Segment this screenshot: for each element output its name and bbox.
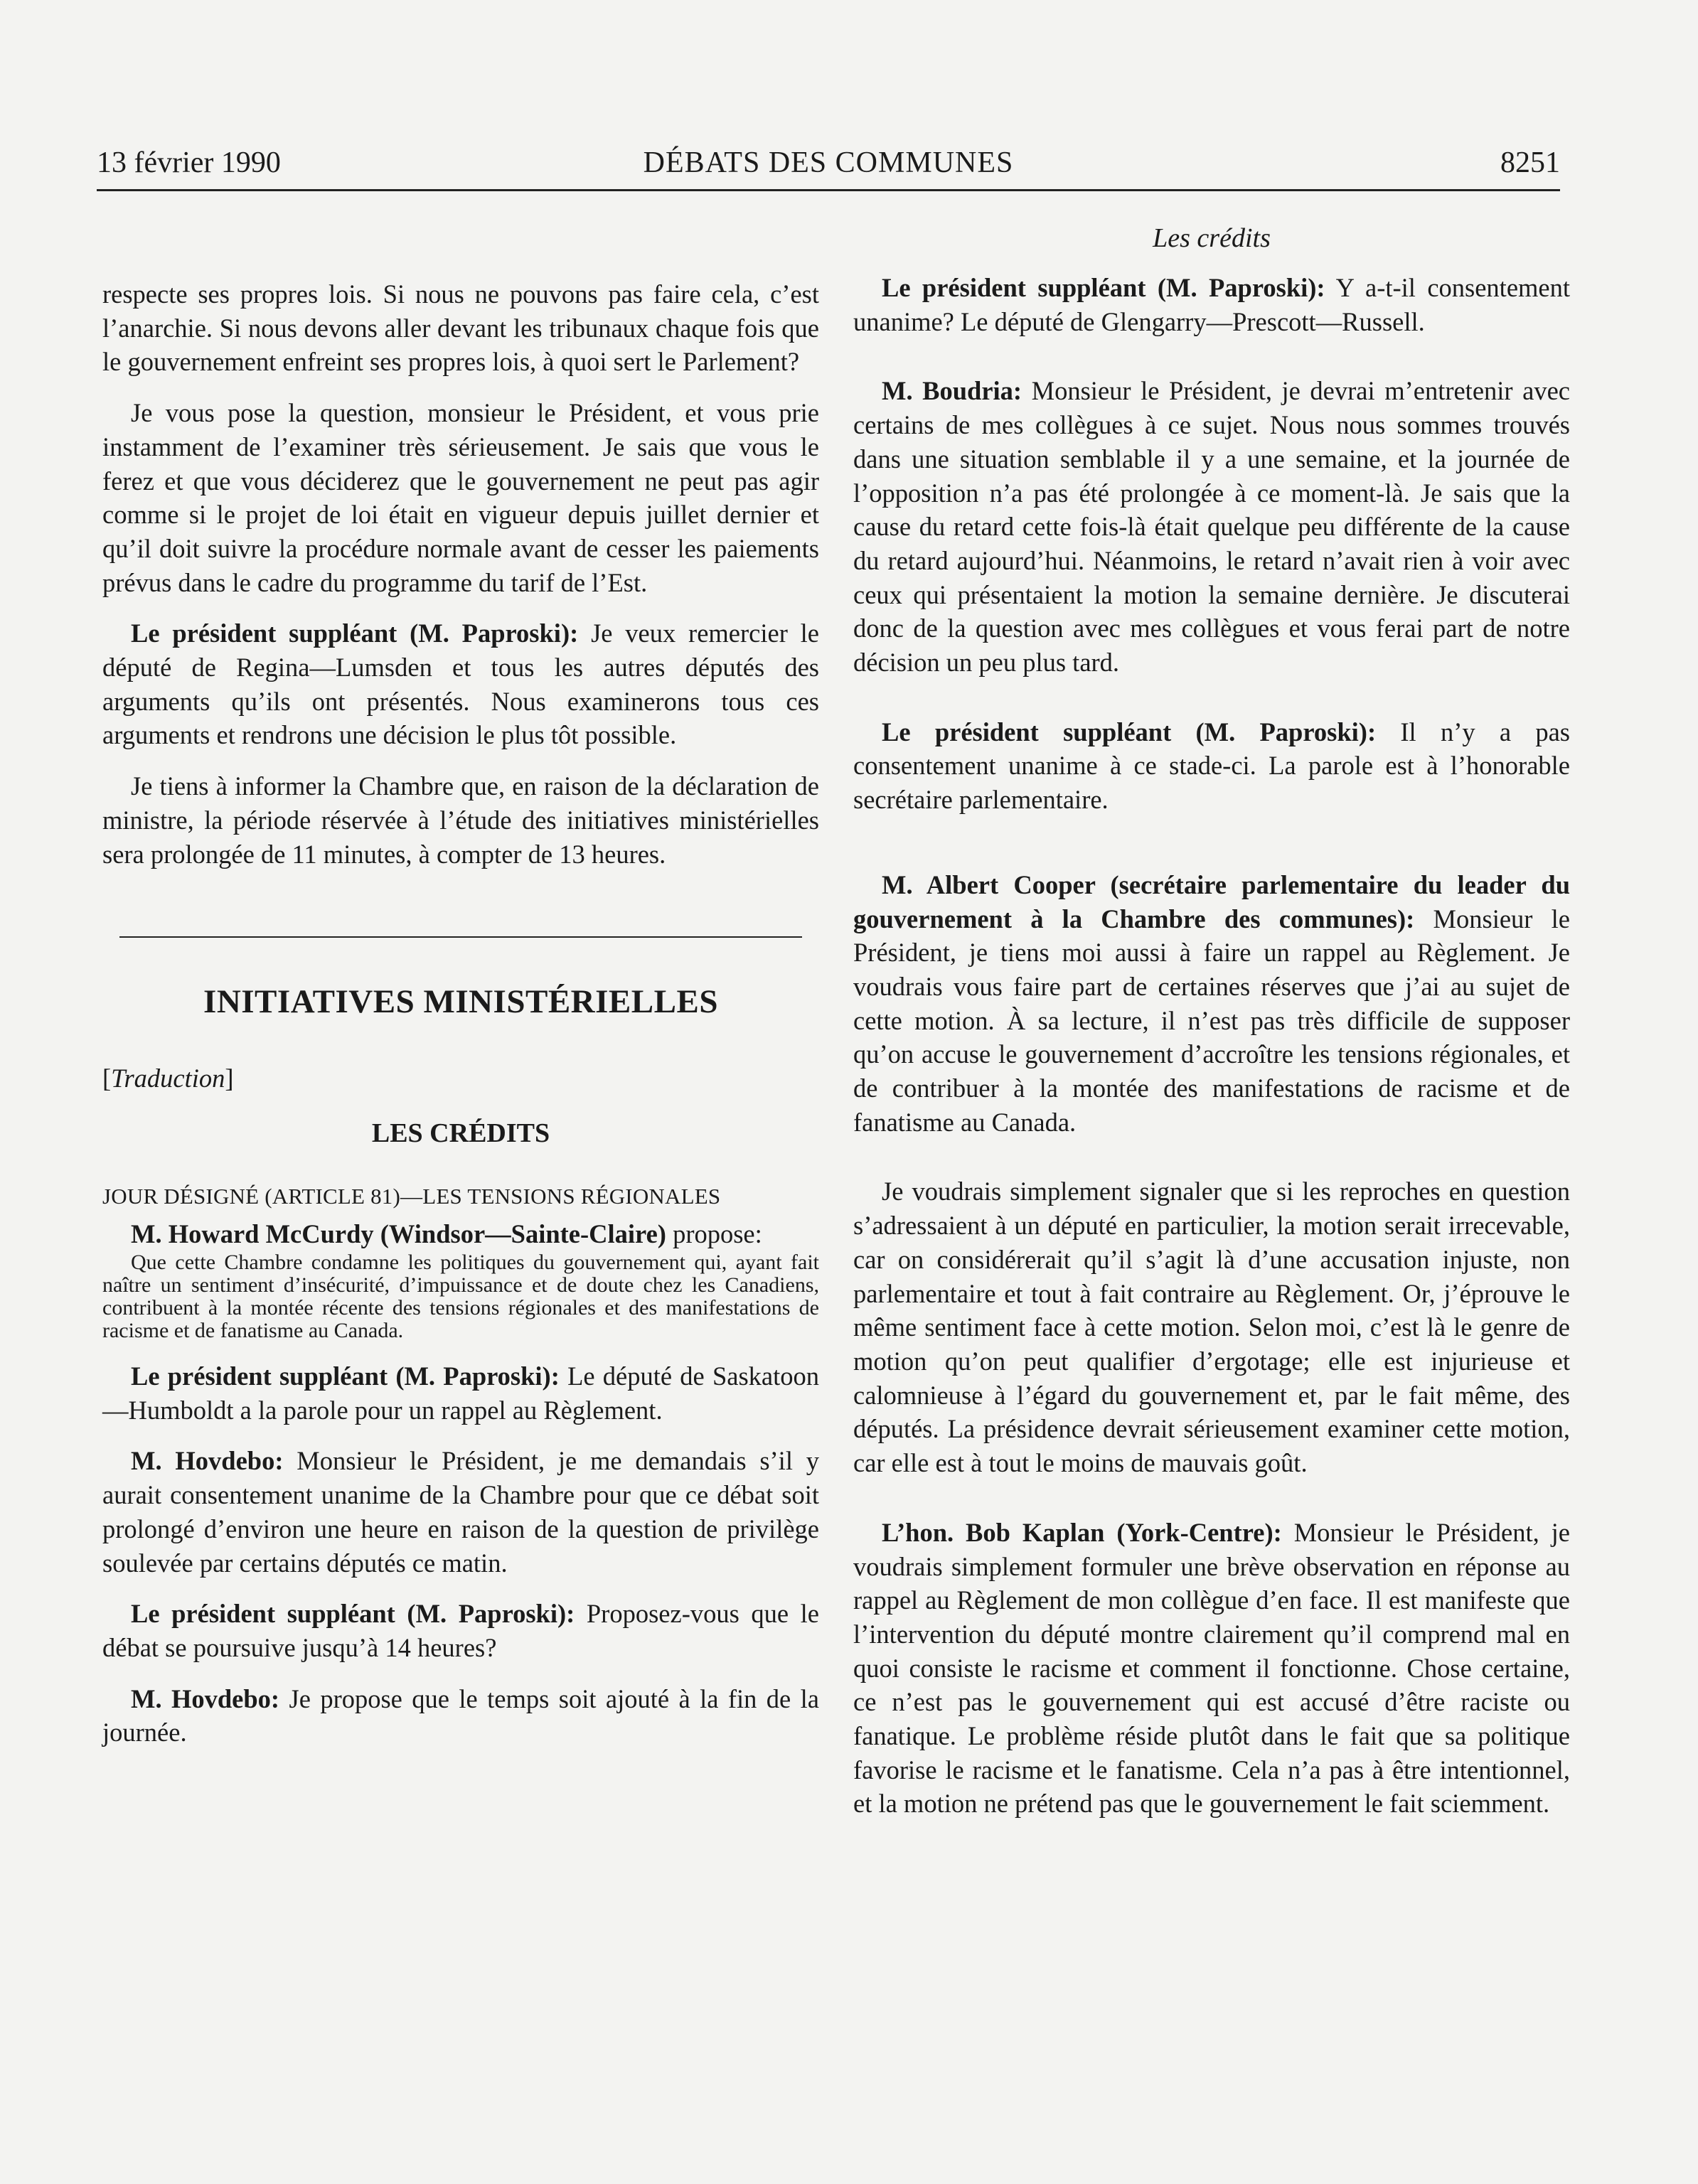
page-header: [97, 146, 1560, 188]
right-paragraph-3: [853, 715, 1570, 817]
speech-text: Le député de Saskatoon—Humboldt a la parole pour un rappel au Règlement.: [102, 1361, 819, 1425]
speaker-name: M. Albert Cooper (secrétaire parlementaire du leader du gouvernement à la Chambre des communes):: [853, 869, 1570, 933]
speech-text: Je veux remercier le député de Regina—Lumsden et tous les autres députés des arguments qu’ils ont présentés. Nous examinerons tous ces arguments et rendrons une décision le plus tôt possible.: [102, 619, 820, 750]
left-paragraph-3: [102, 616, 819, 752]
running-head: Les crédits: [1153, 223, 1271, 253]
bracket-open: [: [102, 1064, 112, 1093]
right-paragraph-1: [853, 271, 1570, 338]
section-title: INITIATIVES MINISTÉRIELLES: [203, 983, 718, 1021]
header-title: DÉBATS DES COMMUNES: [643, 146, 1014, 179]
translation-word: Traduction: [111, 1064, 225, 1093]
bracket-close: ]: [225, 1064, 234, 1093]
left-paragraph-8: [102, 1597, 819, 1664]
speaker-name: M. Howard McCurdy (Windsor—Sainte-Claire): [131, 1219, 666, 1249]
left-paragraph-9: [102, 1682, 819, 1750]
motion-text: Que cette Chambre condamne les politiques du gouvernement qui, ayant fait naître un sentiment d’insécurité, d’impuissance et de doute chez les Canadiens, contribuent à la montée récente des tensions régionales et des manifestations de racisme et de fanatisme au Canada.: [102, 1251, 819, 1343]
speaker-name: M. Hovdebo:: [131, 1446, 284, 1476]
right-column: [853, 222, 1570, 1821]
speech-text: Y a-t-il consentement unanime? Le député de Glengarry—Prescott—Russell.: [853, 273, 1571, 336]
right-paragraph-6: [853, 1516, 1570, 1821]
speech-text: Il n’y a pas consentement unanime à ce stade-ci. La parole est à l’honorable secrétaire parlementaire.: [853, 717, 1571, 815]
speaker-name: M. Boudria:: [882, 376, 1022, 406]
speech-text: Monsieur le Président, je voudrais simplement formuler une brève observation en réponse au rappel au Règlement de mon collègue d’en face. Il est manifeste que l’intervention du député montre clairement qu’il comprend mal en quoi consiste le racisme et comment il fonctionne. Chose certaine, ce n’est pas le gouvernement qui est accusé d’être raciste ou fanatique. Le problème réside plutôt dans le fait que sa politique favorise le racisme et le fanatisme. Cela n’a pas à être intentionnel, et la motion ne prétend pas que le gouvernement le fait sciemment.: [853, 1517, 1570, 1819]
speaker-name: M. Hovdebo:: [131, 1684, 280, 1713]
speech-text: Monsieur le Président, je devrai m’entretenir avec certains de mes collègues à ce sujet. Nous nous sommes trouvés dans une situation semblable il y a une semaine, et la journée de l’opposition n’a pas été prolongée à ce moment-là. Je sais que la cause du retard cette fois-là était quelque peu différente de la cause du retard aujourd’hui. Néanmoins, le retard n’avait rien à voir avec ceux qui présentaient la motion la semaine dernière. Je discuterai donc de la question avec mes collègues et vous ferai part de notre décision un peu plus tard.: [853, 376, 1570, 678]
left-paragraph-2: Je vous pose la question, monsieur le Président, et vous prie instamment de l’examiner très sérieusement. Je sais que vous le ferez et que vous déciderez que le gouvernement ne peut pas agir comme si le projet de loi était en vigueur depuis juillet dernier et qu’il doit suivre la procédure normale avant de cesser les paiements prévus dans le cadre du programme du tarif de l’Est.: [102, 398, 819, 597]
speaker-name: Le président suppléant (M. Paproski):: [882, 717, 1377, 746]
topic-line: JOUR DÉSIGNÉ (ARTICLE 81)—LES TENSIONS RÉGIONALES: [102, 1183, 721, 1209]
section-divider: [119, 936, 802, 938]
speech-text: Je propose que le temps soit ajouté à la fin de la journée.: [102, 1684, 820, 1747]
speech-text: propose:: [666, 1219, 762, 1249]
left-column: [102, 277, 819, 1750]
left-paragraph-1: respecte ses propres lois. Si nous ne pouvons pas faire cela, c’est l’anarchie. Si nous devons aller devant les tribunaux chaque fois que le gouvernement enfreint ses propres lois, à quoi sert le Parlement?: [102, 279, 819, 377]
speech-text: Monsieur le Président, je tiens moi aussi à faire un rappel au Règlement. Je voudrais vous faire part de certaines réserves que j’ai au sujet de cette motion. À sa lecture, il n’est pas très difficile de supposer qu’on accuse le gouvernement d’accroître les tensions régionales, et de contribuer à la montée des manifestations de racisme et de fanatisme au Canada.: [853, 904, 1570, 1137]
left-paragraph-5: [102, 1217, 819, 1251]
left-paragraph-7: [102, 1444, 819, 1580]
speaker-name: Le président suppléant (M. Paproski):: [131, 1361, 560, 1391]
right-paragraph-5: Je voudrais simplement signaler que si les reproches en question s’adressaient à un député en particulier, la motion serait irrecevable, car on considérerait qu’il s’agit là d’une accusation injuste, non parlementaire et tout à fait contraire au Règlement. Or, j’éprouve le même sentiment face à cette motion. Selon moi, c’est là le genre de motion qu’on peut qualifier d’ergotage; elle est injurieuse et calomnieuse à l’égard du gouvernement et, par le fait même, des députés. La présidence devrait sérieusement examiner cette motion, car elle est à tout le moins de mauvais goût.: [853, 1177, 1570, 1478]
speaker-name: L’hon. Bob Kaplan (York-Centre):: [882, 1517, 1282, 1547]
subsection-title: LES CRÉDITS: [371, 1118, 550, 1148]
speaker-name: Le président suppléant (M. Paproski):: [131, 1599, 575, 1629]
translation-note: [102, 1061, 819, 1096]
right-paragraph-4: [853, 868, 1570, 1140]
speaker-name: Le président suppléant (M. Paproski):: [131, 619, 579, 648]
header-page-number: 8251: [1500, 146, 1560, 179]
left-paragraph-6: [102, 1359, 819, 1427]
speaker-name: Le président suppléant (M. Paproski):: [882, 273, 1325, 302]
right-paragraph-2: [853, 374, 1570, 679]
speech-text: Proposez-vous que le débat se poursuive jusqu’à 14 heures?: [102, 1599, 819, 1662]
header-rule: [97, 189, 1560, 191]
header-date: 13 février 1990: [97, 146, 281, 179]
left-paragraph-4: Je tiens à informer la Chambre que, en raison de la déclaration de ministre, la période réservée à l’étude des initiatives ministérielles sera prolongée de 11 minutes, à compter de 13 heures.: [102, 771, 819, 869]
speech-text: Monsieur le Président, je me demandais s’il y aurait consentement unanime de la Chambre pour que ce débat soit prolongé d’environ une heure en raison de la question de privilège soulevée par certains députés ce matin.: [102, 1446, 820, 1578]
